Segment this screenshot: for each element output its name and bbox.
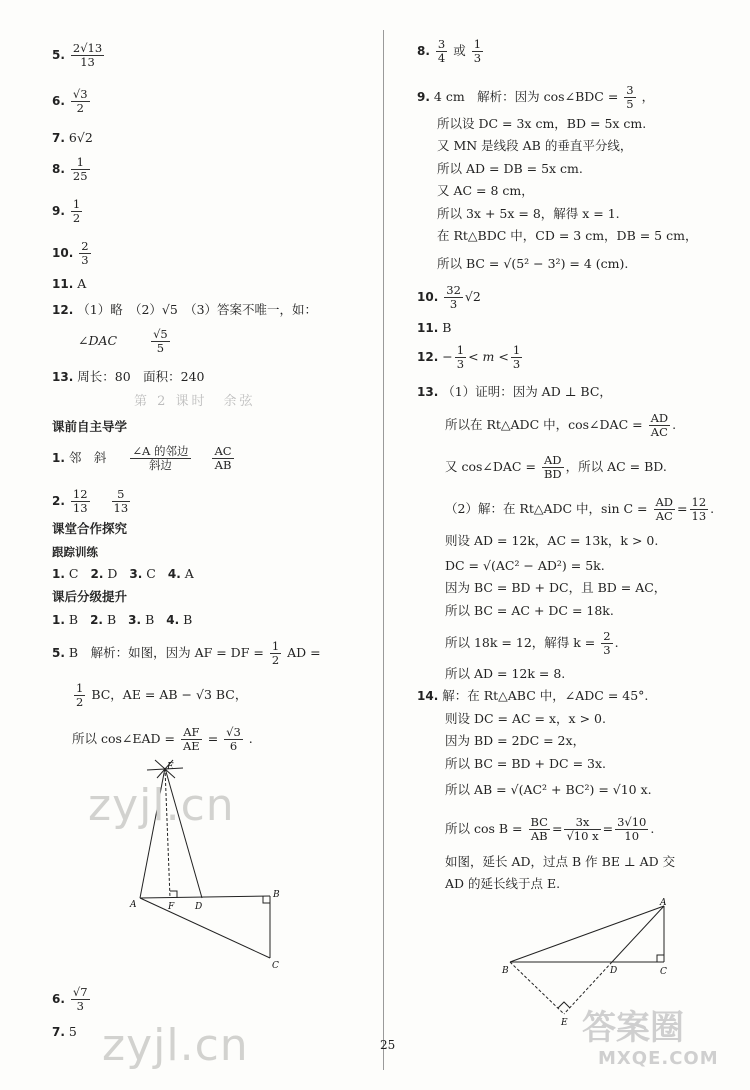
answer-10: 10. $\frac{2}{3}$ [52, 239, 89, 267]
r13-line: 因为 BC = BD + DC，且 BD = AC， [445, 580, 667, 595]
page-number: 25 [380, 1038, 396, 1052]
section-heading: 课后分级提升 [52, 589, 128, 604]
answer-6: 6. $\frac{√3}{2}$ [52, 87, 88, 115]
lesson-title: 第 2 课时 余弦 [134, 394, 256, 409]
tracking-answers: 1. C 2. D 3. C 4. A [52, 566, 194, 581]
answer-r8: 8. $\frac{3}{4}$ 或 $\frac{1}{3}$ [417, 37, 482, 65]
r14-line: 所以 BC = BD + DC = 3x. [445, 756, 606, 771]
watermark-mxqe: MXQE.COM [598, 1048, 719, 1069]
after-class-5-line2: $\frac{1}{2}$ BC，AE = AB − √3 BC， [76, 681, 248, 709]
after-class-5-line3: 所以 cos∠EAD = $\frac{AF}{AE}$ = $\frac{√3}{6}$ . [72, 725, 253, 753]
fig1-label-A: A [130, 900, 137, 910]
answer-r14: 14. 解：在 Rt△ABC 中，∠ADC = 45°. [417, 688, 649, 703]
preview-1: 1. 邻 斜 $\frac{\text{∠A 的邻边}}{\text{斜边}}$ $\frac{AC}{AB}$ [52, 444, 232, 472]
r13-line: 所以 AD = 12k = 8. [445, 666, 566, 681]
after-class-answers: 1. B 2. B 3. B 4. B [52, 612, 193, 627]
after-class-5: 5. B 解析：如图，因为 AF = DF = $\frac{1}{2}$ AD = [52, 639, 321, 667]
answer-5: 5. $\frac{2√13}{13}$ [52, 41, 103, 69]
answer-9: 9. $\frac{1}{2}$ [52, 197, 81, 225]
answer-11: 11. A [52, 276, 87, 291]
answer-r13: 13. （1）证明：因为 AD ⊥ BC， [417, 384, 612, 399]
answer-r11: 11. B [417, 320, 452, 335]
r9-line: 在 Rt△BDC 中，CD = 3 cm，DB = 5 cm， [437, 228, 698, 243]
fig2-label-A: A [660, 898, 667, 908]
r9-line: 又 AC = 8 cm， [437, 183, 534, 198]
fig1-label-D: D [195, 902, 203, 912]
r13-line: 又 cos∠DAC = $\frac{AD}{BD}$ ，所以 AC = BD. [445, 453, 667, 481]
answer-r12: 12. − $\frac{1}{3}$ < m < $\frac{1}{3}$ [417, 343, 521, 371]
r9-line: 又 MN 是线段 AB 的垂直平分线， [437, 138, 633, 153]
after-class-7: 7. 5 [52, 1024, 77, 1039]
watermark-daan: 答案圈 [582, 1008, 684, 1048]
answer-7: 7. 6√2 [52, 130, 93, 145]
r13-line: 所以 18k = 12，解得 k = $\frac{2}{3}$ . [445, 629, 619, 657]
fig1-label-B: B [273, 890, 280, 900]
r14-line: 因为 BD = 2DC = 2x， [445, 733, 586, 748]
r14-line: 所以 cos B = $\frac{BC}{AB}$ = $\frac{3x}{√10 x}$ = $\frac{3√10}{10}$ . [445, 815, 655, 843]
answer-r10: 10. $\frac{32}{3}$ √2 [417, 283, 481, 311]
r9-line: 所以 BC = √(5² − 3²) = 4 (cm). [437, 256, 629, 271]
fig2-label-B: B [502, 966, 509, 976]
fig2-label-C: C [660, 967, 667, 977]
watermark-zyjl: zyjl.cn [88, 780, 235, 831]
r9-line: 所以 3x + 5x = 8，解得 x = 1. [437, 206, 620, 221]
r14-line: 所以 AB = √(AC² + BC²) = √10 x. [445, 782, 652, 797]
preview-2: 2. $\frac{12}{13}$ $\frac{5}{13}$ [52, 487, 129, 515]
fraction: $\frac{√3}{2}$ [72, 87, 88, 115]
fig2-label-E: E [561, 1018, 568, 1028]
r14-line: 则设 DC = AC = x，x > 0. [445, 711, 606, 726]
after-class-6: 6. $\frac{√7}{3}$ [52, 985, 88, 1013]
r13-line: DC = √(AC² − AD²) = 5k. [445, 558, 605, 573]
answer-8: 8. $\frac{1}{25}$ [52, 155, 88, 183]
r14-line: AD 的延长线于点 E. [445, 876, 561, 891]
r13-line: 所以 BC = AC + DC = 18k. [445, 603, 614, 618]
answer-12-line2: ∠DAC $\frac{√5}{5}$ [78, 327, 168, 355]
fig1-label-F: F [168, 902, 175, 912]
r9-line: 所以 AD = DB = 5x cm. [437, 161, 583, 176]
section-heading: 课前自主导学 [52, 419, 128, 434]
r9-line: 所以设 DC = 3x cm，BD = 5x cm. [437, 116, 647, 131]
r14-line: 如图，延长 AD，过点 B 作 BE ⊥ AD 交 [445, 854, 676, 869]
column-divider [383, 30, 384, 1070]
r13-line: 所以在 Rt△ADC 中，cos∠DAC = $\frac{AD}{AC}$ . [445, 411, 677, 439]
fig1-label-E: E [167, 762, 174, 772]
subsection-heading: 跟踪训练 [52, 545, 98, 559]
section-heading: 课堂合作探究 [52, 521, 128, 536]
fraction: $\frac{2√13}{13}$ [72, 41, 103, 69]
r13-line: 则设 AD = 12k，AC = 13k，k > 0. [445, 533, 659, 548]
answer-r9: 9. 4 cm 解析：因为 cos∠BDC = $\frac{3}{5}$ ， [417, 83, 655, 111]
watermark-zyjl: zyjl.cn [102, 1020, 249, 1071]
answer-12: 12. （1）略 （2）√5 （3）答案不唯一，如： [52, 302, 318, 317]
fig2-label-D: D [610, 966, 618, 976]
fig1-label-C: C [272, 961, 279, 971]
r13-line: （2）解：在 Rt△ADC 中，sin C = $\frac{AD}{AC}$ = $\frac{12}{13}$ . [445, 495, 715, 523]
answer-13: 13. 周长：80 面积：240 [52, 369, 205, 384]
